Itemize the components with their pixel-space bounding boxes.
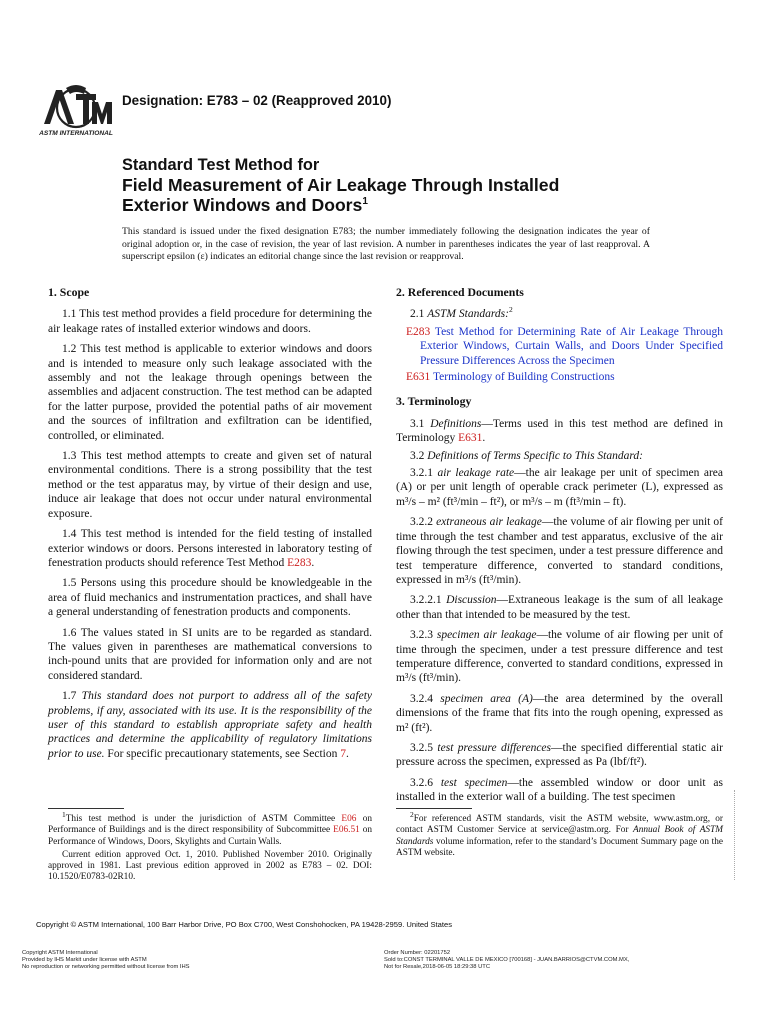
ref-e283-code[interactable]: E283 bbox=[406, 325, 431, 338]
para-1-5: 1.5 Persons using this procedure should be knowledgeable in the area of fluid mechanics and instrumentation practices, and shall have a general understanding of fenestration products and components. bbox=[48, 577, 372, 619]
title-line-3-text: Exterior Windows and Doors bbox=[122, 195, 363, 215]
intro-note: This standard is issued under the fixed designation E783; the number immediately following the designation indicates the year of original adoption or, in the case of revision, the year of last revision. A number in parentheses indicates the year of last reapproval. A superscript epsilon (ε) indicates an editorial change since the last revision or reapproval. bbox=[122, 226, 650, 262]
svg-text:ASTM INTERNATIONAL: ASTM INTERNATIONAL bbox=[39, 130, 113, 137]
para-3-2-3 bbox=[396, 628, 723, 686]
ref-e283[interactable] bbox=[396, 325, 723, 368]
para-1-7-num: 1.7 bbox=[62, 690, 82, 703]
footnote-1-b: Current edition approved Oct. 1, 2010. Published November 2010. Originally approved in 1981. Last previous edition approved in 2002 as E783 – 02. DOI: 10.1520/E0783-02R10. bbox=[48, 849, 372, 883]
license-left-line-1: Copyright ASTM International bbox=[22, 950, 98, 956]
ref-e631[interactable] bbox=[396, 370, 723, 384]
term-air-leakage-rate: air leakage rate bbox=[437, 467, 515, 480]
para-3-1-italic: Definitions bbox=[430, 417, 482, 430]
para-2-1-italic: ASTM Standards: bbox=[427, 308, 509, 321]
para-1-2: 1.2 This test method is applicable to exterior windows and doors and is intended to measure only such leakage associated with the assembly and not the leakage through openings between the assemblies and adjacent construction. The test method can be adapted for the latter purpose, provided the potential paths of air movement and the sources of infiltration and exfiltration can be identified, controlled, or eliminated. bbox=[48, 343, 372, 442]
footnote-1 bbox=[48, 809, 372, 886]
para-1-7-italic: This standard does not purport to address all of the safety problems, if any, associated with its use. It is the responsibility of the user of this standard to establish appropriate safety and health practices and determine the applicability of regulatory limitations prior to use. bbox=[48, 690, 373, 760]
document-title bbox=[122, 155, 559, 215]
footnote-2-mark: 2 bbox=[508, 305, 513, 315]
title-line-2: Field Measurement of Air Leakage Through Installed bbox=[122, 175, 560, 195]
term-specimen-area: specimen area (A) bbox=[440, 692, 533, 705]
link-section-7[interactable]: 7 bbox=[340, 747, 346, 760]
license-right-line-2: Sold to:CONST TERMINAL VALLE DE MEXICO [700168] - JUAN.BARRIOS@CTVM.COM.MX, bbox=[384, 957, 630, 964]
title-line-1: Standard Test Method for bbox=[122, 156, 320, 174]
para-3-2-2-body: —the volume of air flowing per unit of time through the test chamber and test apparatus, exclusive of the air flowing through the test specimen, under a test pressure difference and test temperature difference, converted to standard conditions, expressed in m³/s (ft³/min). bbox=[396, 516, 724, 586]
license-right-line-3: Not for Resale,2018-06-05 18:29:38 UTC bbox=[384, 964, 491, 971]
ref-e631-code[interactable]: E631 bbox=[406, 371, 431, 384]
section-scope-heading: 1. Scope bbox=[48, 285, 90, 299]
para-3-2-6-num: 3.2.6 bbox=[410, 776, 441, 789]
license-left-line-3: No reproduction or networking permitted without license from IHS bbox=[22, 964, 190, 971]
para-3-2-1-num: 3.2.1 bbox=[410, 467, 438, 480]
para-3-2-3-num: 3.2.3 bbox=[410, 629, 437, 642]
section-terminology-heading: 3. Terminology bbox=[396, 394, 472, 409]
astm-logo bbox=[36, 80, 116, 138]
footnote-2-pre: For referenced ASTM standards, visit the ASTM website, www.astm.org, or contact ASTM Customer Service at service@astm.org. For bbox=[396, 814, 723, 836]
para-3-2-1 bbox=[396, 466, 723, 509]
link-e06[interactable]: E06 bbox=[341, 814, 357, 824]
para-2-1 bbox=[396, 307, 723, 321]
para-3-2-6-body: —the assembled window or door unit as installed in the exterior wall of a building. The test specimen bbox=[396, 776, 724, 804]
para-3-1-end: . bbox=[482, 432, 486, 445]
para-1-7 bbox=[48, 689, 372, 761]
para-3-2-4 bbox=[396, 692, 723, 735]
term-test-specimen: test specimen bbox=[440, 776, 508, 789]
footnote-2-text bbox=[396, 809, 723, 859]
para-1-7-text: For specific precautionary statements, see Section bbox=[104, 747, 341, 760]
title-line-3 bbox=[122, 195, 559, 215]
ref-e283-title[interactable]: Test Method for Determining Rate of Air Leakage Through Exterior Windows, Curtain Walls, and Doors Under Specified Pressure Differences Across the Specimen bbox=[420, 325, 723, 367]
para-3-2-5-body: —the specified differential static air pressure across the specimen, expressed as Pa (lbf/ft²). bbox=[396, 741, 723, 769]
ref-e631-title[interactable]: Terminology of Building Constructions bbox=[430, 371, 615, 384]
license-stamp-left bbox=[22, 950, 190, 972]
footnote-2-mark-bottom: 2 bbox=[410, 809, 414, 819]
page-edge-marks bbox=[734, 790, 736, 880]
para-1-4 bbox=[48, 527, 372, 570]
section-referenced-heading: 2. Referenced Documents bbox=[396, 285, 524, 299]
left-column bbox=[48, 285, 372, 767]
para-1-3: 1.3 This test method attempts to create and given set of natural environmental conditions. There is a strong possibility that the test method or the test apparatus may, by virtue of their design and use, induce air leakage that does not occur under natural environmental exposure. bbox=[48, 450, 372, 520]
term-test-pressure-differences: test pressure differences bbox=[437, 741, 551, 754]
link-e631[interactable]: E631 bbox=[458, 432, 483, 445]
footnote-2-post: volume information, refer to the standard’s Document Summary page on the ASTM website. bbox=[396, 836, 723, 858]
term-extraneous-air-leakage: extraneous air leakage bbox=[436, 516, 542, 529]
footnote-1-a-post: on Performance of Windows, Doors, Skylights and Curtain Walls. bbox=[48, 825, 372, 847]
para-1-4-text: 1.4 This test method is intended for the field testing of installed exterior windows or doors. Persons interested in laboratory testing of fenestration products should reference Test Method bbox=[48, 528, 372, 569]
para-3-1-text: —Terms used in this test method are defined in Terminology bbox=[396, 417, 723, 445]
footnote-rule-right bbox=[396, 808, 472, 809]
footnote-2 bbox=[396, 809, 723, 861]
link-e06-51[interactable]: E06.51 bbox=[333, 825, 360, 836]
footnote-rule-left bbox=[48, 808, 124, 809]
para-3-2 bbox=[396, 449, 723, 463]
footnote-2-italic: Annual Book of ASTM Standards bbox=[396, 825, 723, 847]
para-3-1-num: 3.1 bbox=[410, 417, 431, 430]
para-3-2-num: 3.2 bbox=[410, 449, 428, 462]
discussion-label: Discussion bbox=[446, 594, 497, 607]
para-3-2-2-1-body: —Extraneous leakage is the sum of all leakage other than that intended to be measured by the test. bbox=[396, 594, 724, 621]
para-1-1: 1.1 This test method provides a field procedure for determining the air leakage rates of installed exterior windows and doors. bbox=[48, 308, 372, 335]
para-3-2-2 bbox=[396, 515, 723, 587]
title-footnote-mark: 1 bbox=[362, 196, 368, 208]
para-2-1-num: 2.1 bbox=[410, 308, 428, 321]
designation: Designation: E783 – 02 (Reapproved 2010) bbox=[122, 93, 392, 108]
para-3-2-4-num: 3.2.4 bbox=[410, 692, 441, 705]
footnote-1-a-text: This test method is under the jurisdiction of ASTM Committee bbox=[65, 814, 342, 824]
para-1-4-end: . bbox=[311, 556, 315, 569]
para-3-2-5-num: 3.2.5 bbox=[410, 741, 438, 754]
para-3-2-italic: Definitions of Terms Specific to This Standard: bbox=[427, 449, 643, 462]
para-3-2-6 bbox=[396, 776, 723, 805]
footnote-1-a-mid: on Performance of Buildings and is the direct responsibility of Subcommittee bbox=[48, 814, 372, 836]
para-3-2-2-1-num: 3.2.2.1 bbox=[410, 594, 447, 607]
para-3-2-2-num: 3.2.2 bbox=[410, 516, 437, 529]
para-3-2-1-body: —the air leakage per unit of specimen area (A) or per unit length of operable crack perimeter (L), expressed as m³/s – m² (ft³/min – ft²), or m³/s – m (ft³/min – ft). bbox=[396, 467, 724, 508]
term-specimen-air-leakage: specimen air leakage bbox=[436, 629, 537, 642]
license-stamp-right bbox=[384, 950, 629, 972]
para-3-1 bbox=[396, 417, 723, 446]
license-right-line-1: Order Number: 02201752 bbox=[384, 950, 451, 956]
para-3-2-5 bbox=[396, 741, 723, 770]
para-3-2-3-body: —the volume of air flowing per unit of time through the specimen, under a test pressure difference and test temperature difference, converted to standard conditions, expressed in m³/s (ft³/min). bbox=[396, 629, 724, 685]
footnote-1-mark: 1 bbox=[62, 809, 66, 819]
para-3-2-4-body: —the area determined by the overall dimensions of the frame that fits into the rough opening, expressed as m² (ft²). bbox=[396, 692, 724, 734]
para-1-7-end: . bbox=[345, 747, 349, 760]
footnote-1-a bbox=[48, 809, 372, 848]
copyright-line: Copyright © ASTM International, 100 Barr Harbor Drive, PO Box C700, West Conshohocken, PA 19428-2959. United States bbox=[36, 920, 453, 929]
right-column bbox=[396, 285, 723, 811]
para-1-6: 1.6 The values stated in SI units are to be regarded as standard. The values given in parentheses are mathematical conversions to inch-pound units that are provided for information only and are not considered standard. bbox=[48, 626, 372, 682]
link-e283[interactable]: E283 bbox=[287, 556, 312, 569]
license-left-line-2: Provided by IHS Markit under license with ASTM bbox=[22, 957, 147, 964]
para-3-2-2-1 bbox=[396, 593, 723, 622]
